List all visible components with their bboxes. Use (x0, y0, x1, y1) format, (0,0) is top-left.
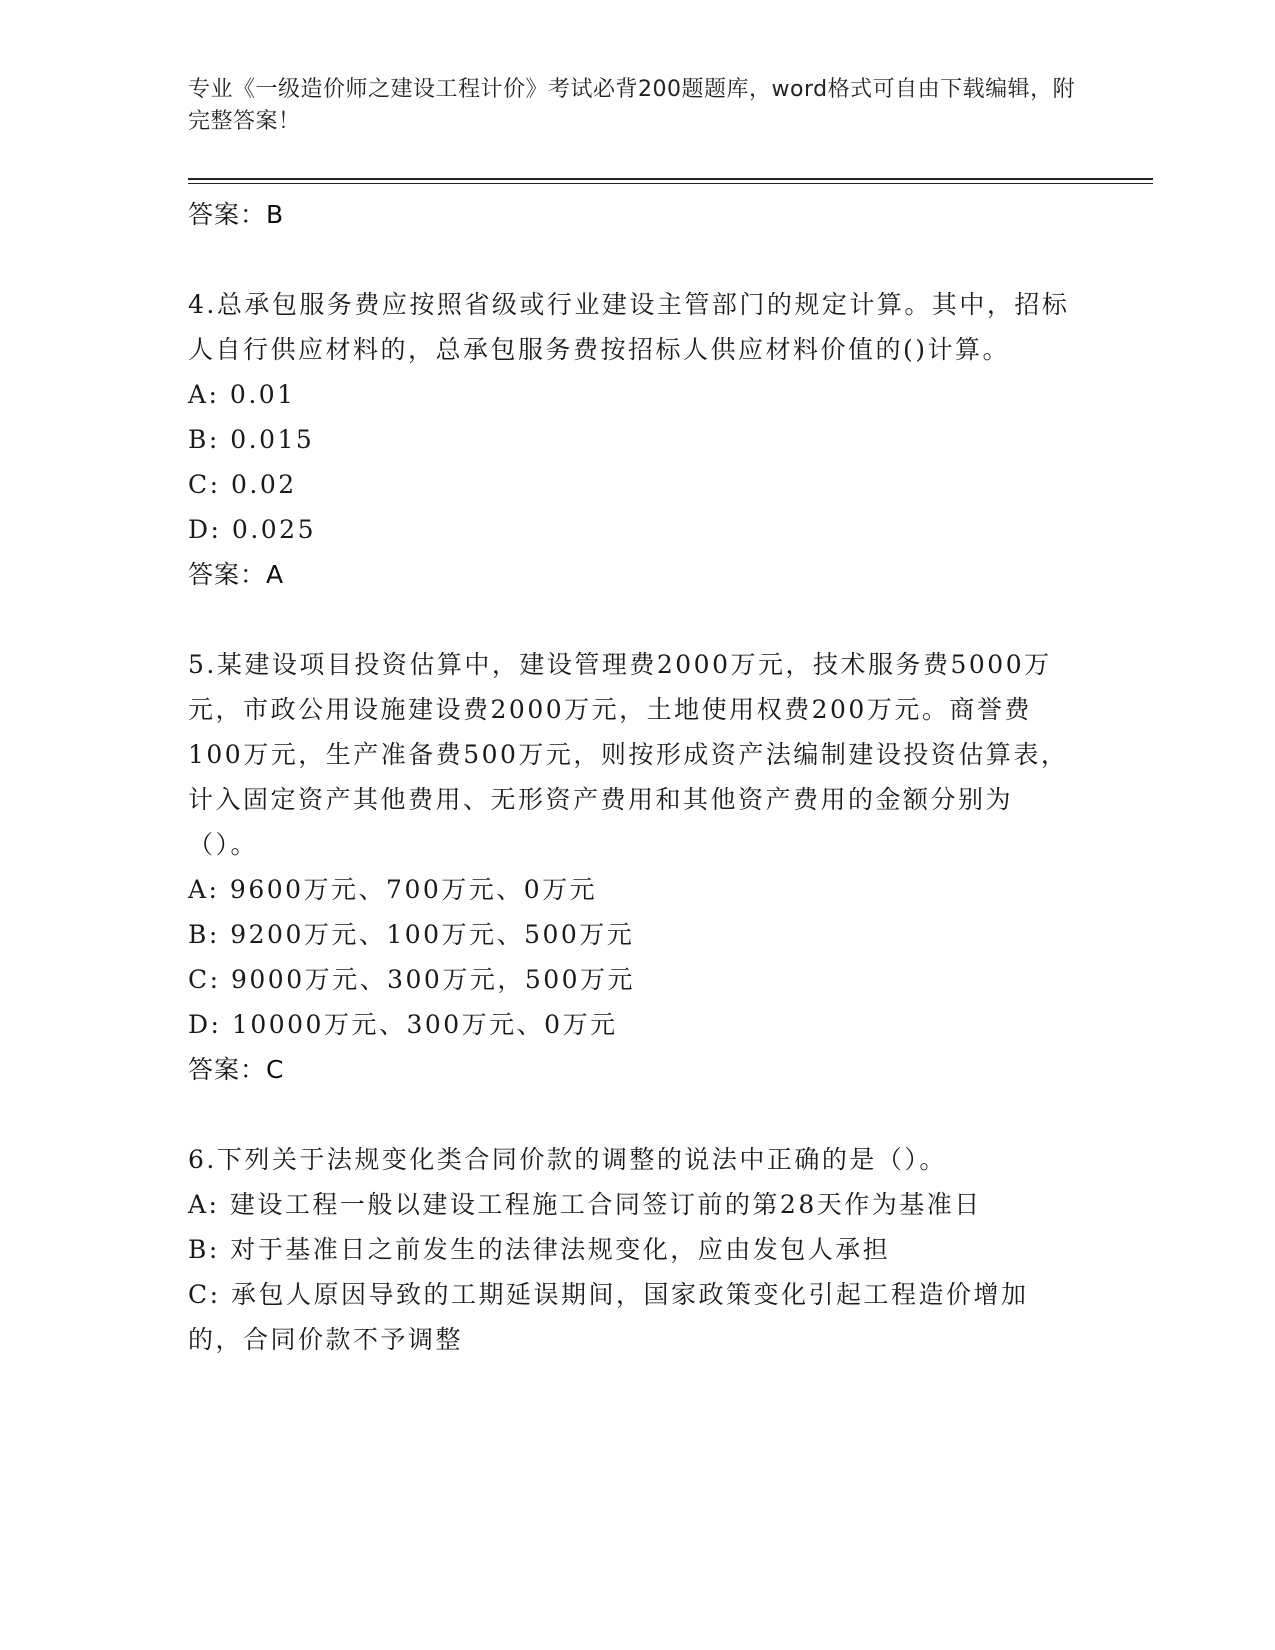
option-a: A: 9600万元、700万元、0万元 (188, 875, 598, 904)
option-d: D: 0.025 (188, 515, 316, 544)
previous-answer: 答案：B (188, 200, 285, 229)
question-text: 5.某建设项目投资估算中，建设管理费2000万元，技术服务费5000万元，市政公用设施建设费2000万元，土地使用权费200万元。商誉费100万元，生产准备费500万元，则按形成资产法编制建设投资估算表，计入固定资产其他费用、无形资产费用和其他资产费用的金额分别为（）。 (188, 650, 1069, 859)
option-c: C: 9000万元、300万元，500万元 (188, 965, 636, 994)
spacer (188, 237, 1078, 282)
spacer (188, 1092, 1078, 1137)
option-c: C: 承包人原因导致的工期延误期间，国家政策变化引起工程造价增加的，合同价款不予调整 (188, 1280, 1029, 1354)
document-body (188, 192, 1078, 1362)
header-divider-thin (188, 183, 1153, 184)
answer-4: 答案：A (188, 560, 285, 589)
question-4 (188, 282, 1078, 597)
question-5 (188, 642, 1078, 1092)
question-6 (188, 1137, 1078, 1362)
option-b: B: 0.015 (188, 425, 315, 454)
answer-5: 答案：C (188, 1055, 285, 1084)
option-b: B: 9200万元、100万元、500万元 (188, 920, 635, 949)
option-c: C: 0.02 (188, 470, 297, 499)
option-d: D: 10000万元、300万元、0万元 (188, 1010, 618, 1039)
spacer (188, 597, 1078, 642)
option-b: B: 对于基准日之前发生的法律法规变化，应由发包人承担 (188, 1235, 891, 1264)
question-text: 6.下列关于法规变化类合同价款的调整的说法中正确的是（）。 (188, 1145, 947, 1174)
option-a: A: 建设工程一般以建设工程施工合同签订前的第28天作为基准日 (188, 1190, 982, 1219)
document-header: 专业《一级造价师之建设工程计价》考试必背200题题库，word格式可自由下载编辑，附完整答案！ (188, 77, 1076, 134)
option-a: A: 0.01 (188, 380, 296, 409)
header-divider-thick (188, 178, 1153, 180)
question-text: 4.总承包服务费应按照省级或行业建设主管部门的规定计算。其中，招标人自行供应材料的，总承包服务费按招标人供应材料价值的()计算。 (188, 290, 1070, 364)
